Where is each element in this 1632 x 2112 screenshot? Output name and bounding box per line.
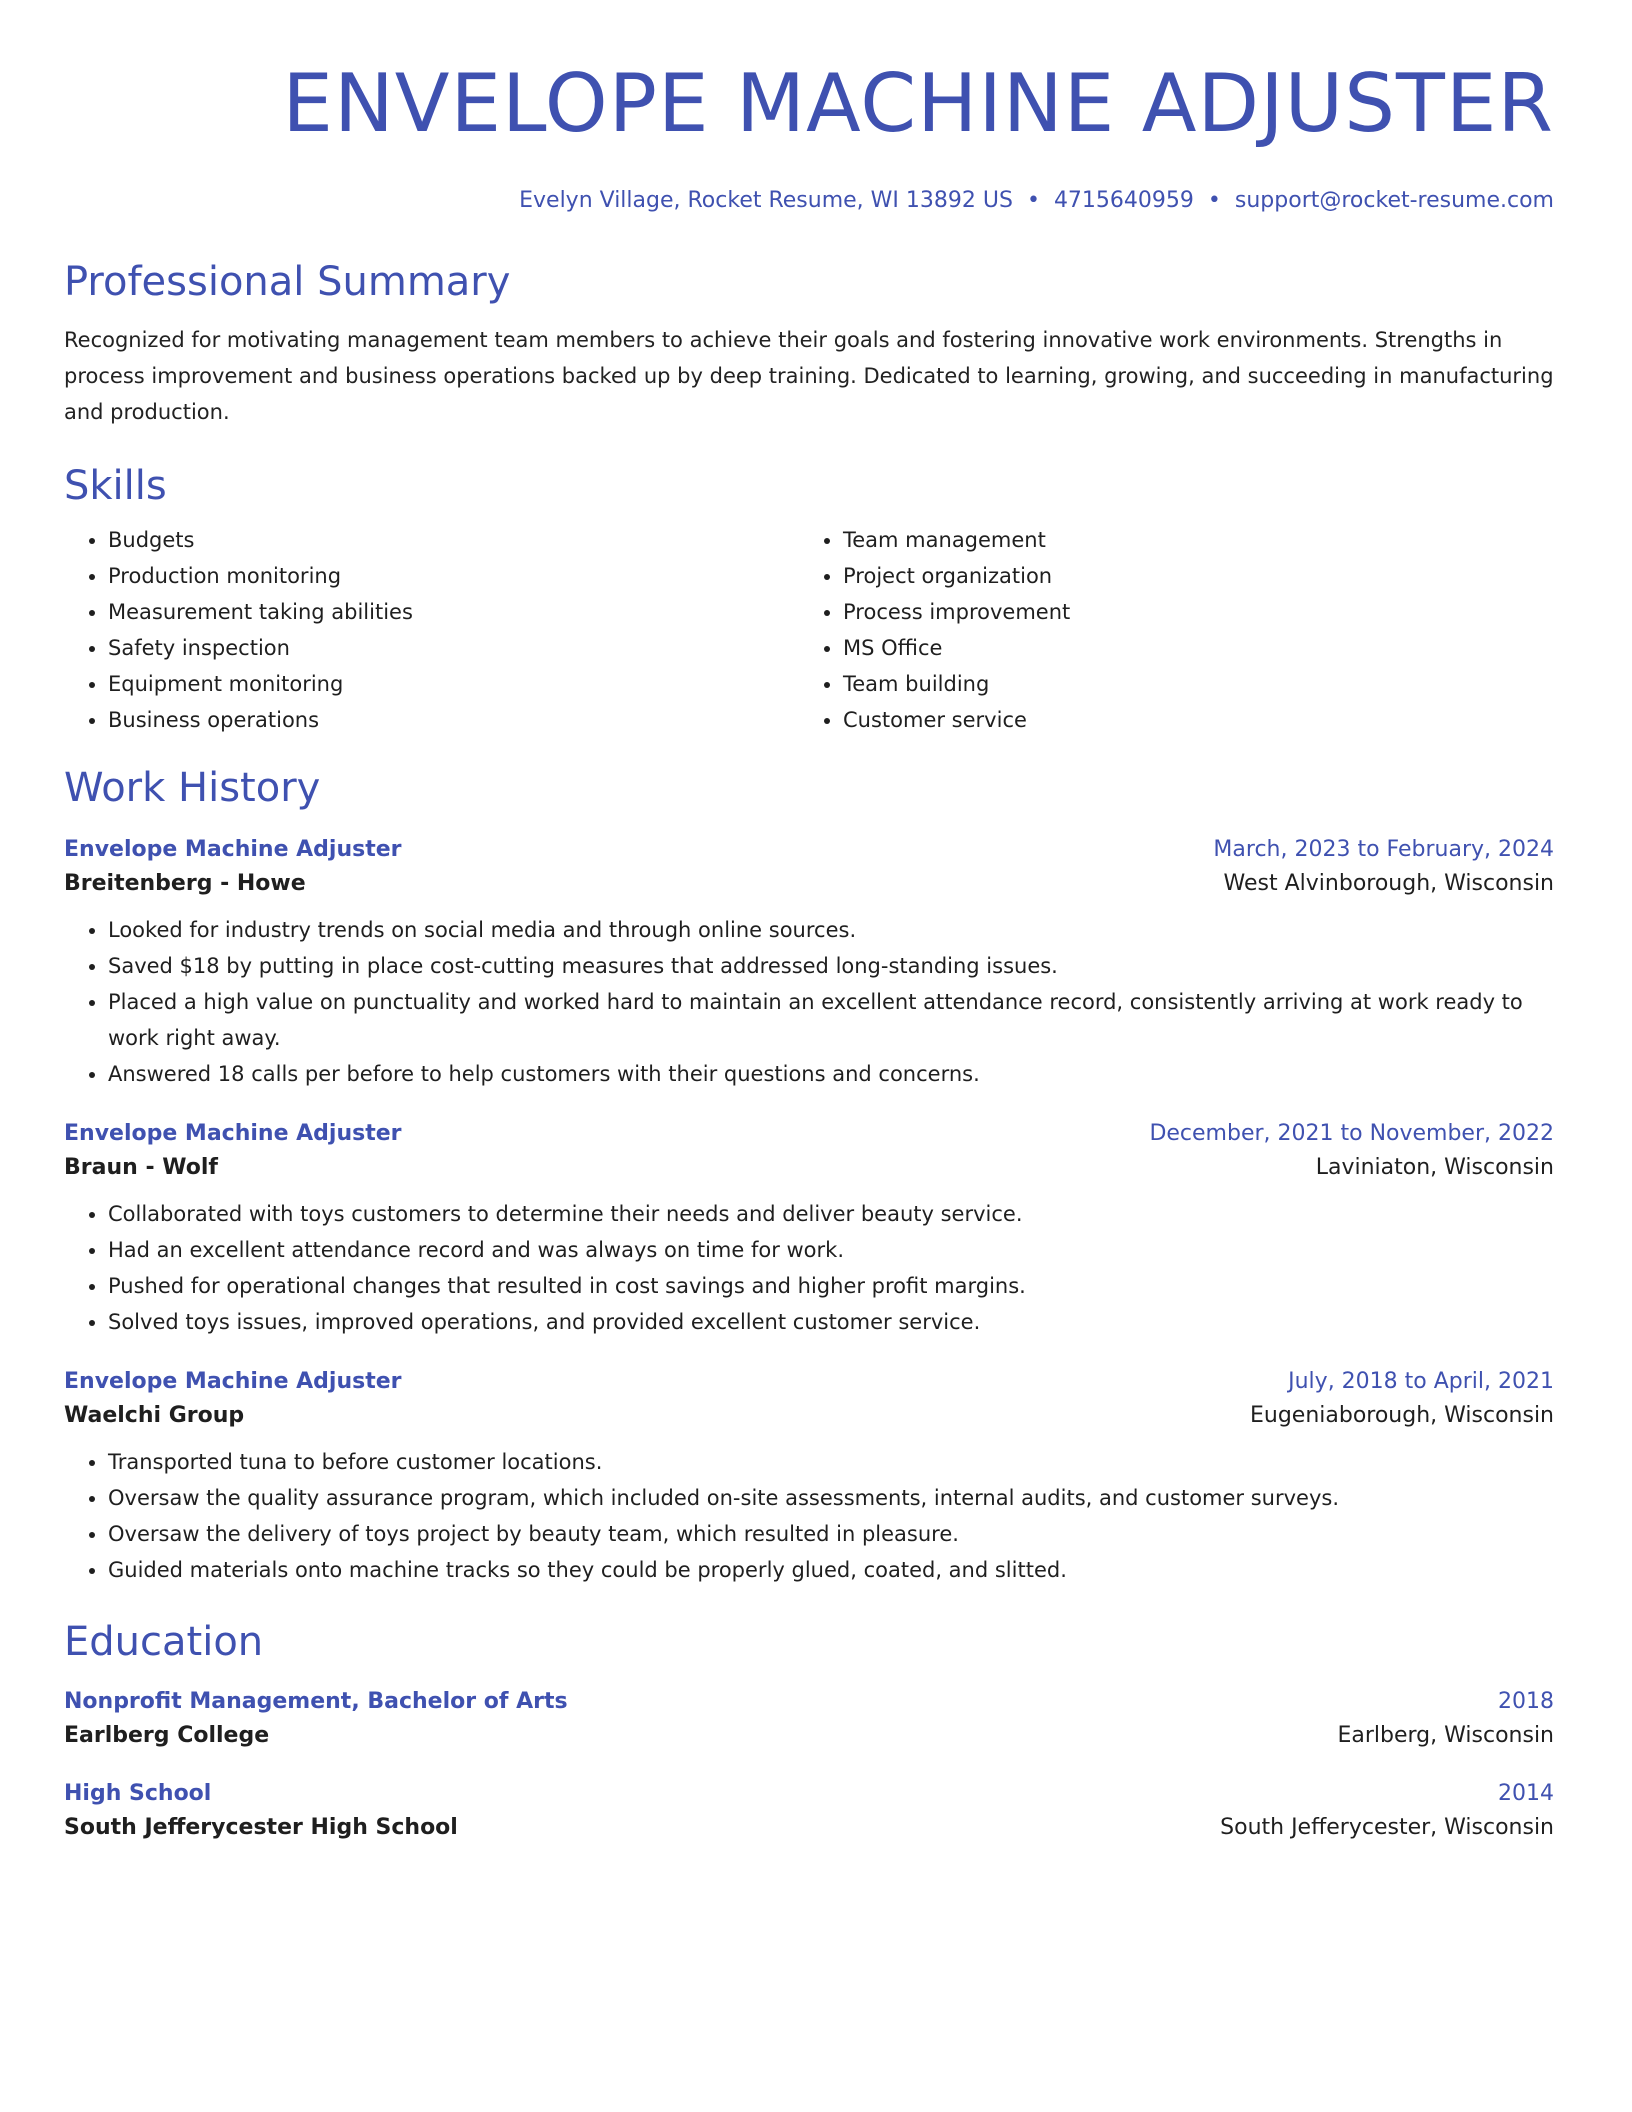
job-company: Waelchi Group (64, 1403, 245, 1428)
job-title: Envelope Machine Adjuster (64, 837, 402, 862)
candidate-name: ENVELOPE MACHINE ADJUSTER (282, 57, 1554, 150)
skills-heading: Skills (64, 463, 167, 509)
contact-address: Evelyn Village, Rocket Resume, WI 13892 US (519, 188, 1013, 213)
job-title: Envelope Machine Adjuster (64, 1121, 402, 1146)
skill-item: • Safety inspection (108, 630, 799, 666)
skills-column-left (64, 522, 799, 738)
job-title: Envelope Machine Adjuster (64, 1369, 402, 1394)
job-entry (64, 1366, 1554, 1588)
education-degree-row (64, 1778, 1554, 1810)
job-company-row (64, 1398, 1554, 1434)
job-entry (64, 1118, 1554, 1340)
skill-item: • Customer service (843, 702, 1534, 738)
job-bullet: • Saved $18 by putting in place cost-cutting measures that addressed long-standing issues. (108, 948, 1554, 984)
job-bullet: • Oversaw the quality assurance program, which included on-site assessments, internal audits, and customer surveys. (108, 1480, 1554, 1516)
skill-item: • Process improvement (843, 594, 1534, 630)
skill-item: • Production monitoring (108, 558, 799, 594)
education-heading: Education (64, 1619, 264, 1665)
skill-item: • Budgets (108, 522, 799, 558)
job-bullet: • Solved toys issues, improved operations, and provided excellent customer service. (108, 1304, 1554, 1340)
skill-item: • Team building (843, 666, 1534, 702)
job-title-row (64, 1366, 1554, 1398)
job-company-row (64, 1150, 1554, 1186)
education-entry (64, 1686, 1554, 1754)
skills-list (64, 522, 1554, 738)
job-entry (64, 834, 1554, 1092)
job-bullet: • Oversaw the delivery of toys project by beauty team, which resulted in pleasure. (108, 1516, 1554, 1552)
job-title-row (64, 1118, 1554, 1150)
contact-separator: • (1207, 188, 1221, 213)
job-location: Laviniaton, Wisconsin (1315, 1155, 1554, 1180)
education-location: South Jefferycester, Wisconsin (1220, 1815, 1554, 1840)
job-company-row (64, 866, 1554, 902)
job-bullet: • Answered 18 calls per before to help customers with their questions and concerns. (108, 1056, 1554, 1092)
education-degree: High School (64, 1781, 212, 1806)
education-location: Earlberg, Wisconsin (1337, 1723, 1554, 1748)
job-bullet: • Had an excellent attendance record and was always on time for work. (108, 1232, 1554, 1268)
skill-item: • Team management (843, 522, 1534, 558)
job-dates: July, 2018 to April, 2021 (1288, 1369, 1554, 1394)
contact-separator: • (1026, 188, 1040, 213)
job-bullet: • Placed a high value on punctuality and worked hard to maintain an excellent attendance record, consistently arriving at work ready to work right away. (108, 984, 1554, 1056)
education-school-row (64, 1718, 1554, 1754)
education-degree-row (64, 1686, 1554, 1718)
job-title-row (64, 834, 1554, 866)
skill-item: • Business operations (108, 702, 799, 738)
job-bullet: • Collaborated with toys customers to determine their needs and deliver beauty service. (108, 1196, 1554, 1232)
skill-item: • MS Office (843, 630, 1534, 666)
education-school: Earlberg College (64, 1723, 270, 1748)
job-bullets (64, 1444, 1554, 1588)
education-entry (64, 1778, 1554, 1846)
skills-column-right (799, 522, 1534, 738)
skill-item: • Measurement taking abilities (108, 594, 799, 630)
job-bullet: • Guided materials onto machine tracks so they could be properly glued, coated, and slitted. (108, 1552, 1554, 1588)
education-year: 2018 (1498, 1689, 1554, 1714)
job-dates: December, 2021 to November, 2022 (1149, 1121, 1554, 1146)
job-bullet: • Transported tuna to before customer locations. (108, 1444, 1554, 1480)
summary-heading: Professional Summary (64, 259, 511, 305)
contact-email[interactable]: support@rocket-resume.com (1234, 188, 1554, 213)
work-history-heading: Work History (64, 765, 321, 811)
job-dates: March, 2023 to February, 2024 (1213, 837, 1554, 862)
education-school: South Jefferycester High School (64, 1815, 458, 1840)
education-degree: Nonprofit Management, Bachelor of Arts (64, 1689, 568, 1714)
education-school-row (64, 1810, 1554, 1846)
job-location: West Alvinborough, Wisconsin (1223, 871, 1554, 896)
job-company: Braun - Wolf (64, 1155, 218, 1180)
job-bullets (64, 1196, 1554, 1340)
resume-page (64, 0, 1554, 1846)
job-company: Breitenberg - Howe (64, 871, 306, 896)
contact-line (64, 186, 1554, 216)
contact-phone: 4715640959 (1053, 188, 1194, 213)
skill-item: • Equipment monitoring (108, 666, 799, 702)
job-bullets (64, 912, 1554, 1092)
job-bullet: • Pushed for operational changes that resulted in cost savings and higher profit margins. (108, 1268, 1554, 1304)
summary-text: Recognized for motivating management team members to achieve their goals and fostering innovative work environments. Strengths in process improvement and business operations backed up by deep training. Dedicated to learning, growing, and succeeding in manufacturing and production. (64, 328, 1554, 424)
education-year: 2014 (1498, 1781, 1554, 1806)
job-bullet: • Looked for industry trends on social media and through online sources. (108, 912, 1554, 948)
skill-item: • Project organization (843, 558, 1534, 594)
job-location: Eugeniaborough, Wisconsin (1249, 1403, 1554, 1428)
